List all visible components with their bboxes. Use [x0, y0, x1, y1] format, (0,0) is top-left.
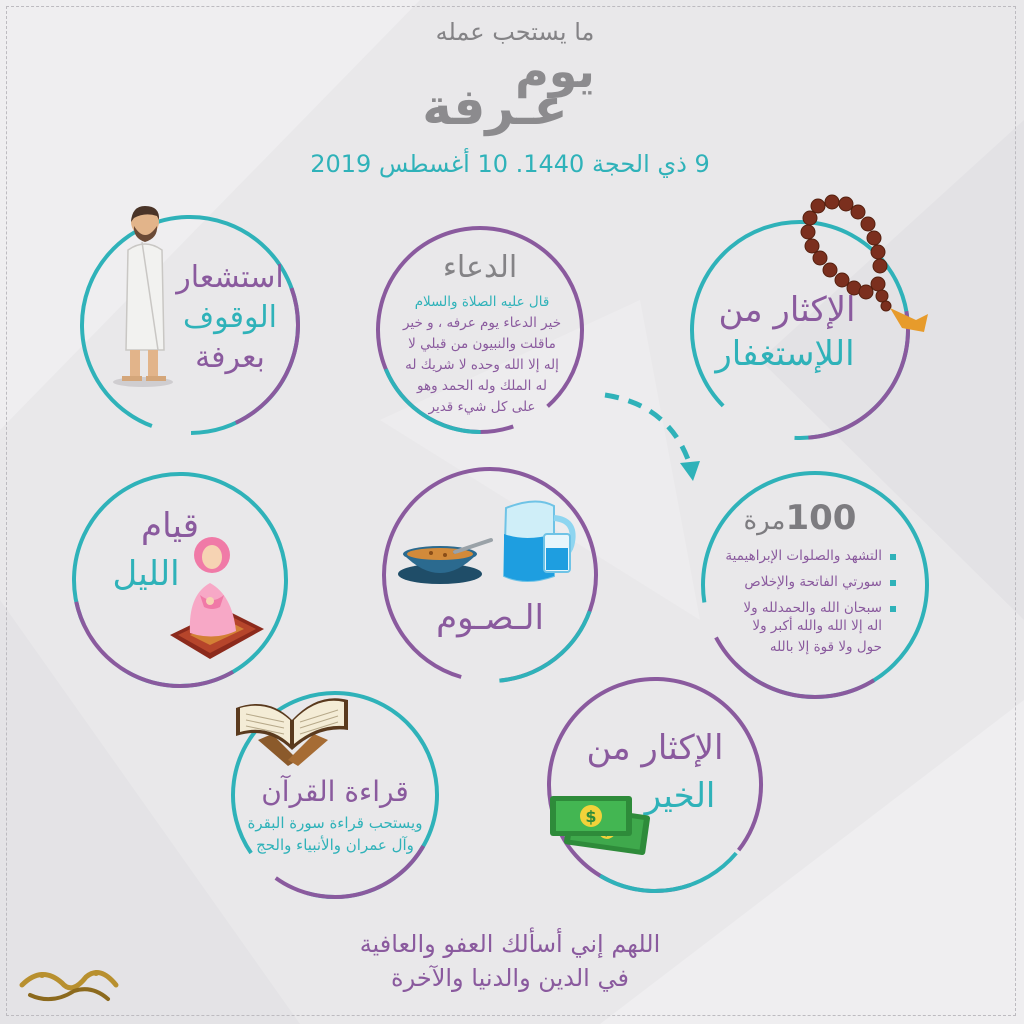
header-title-line2: عـرفة — [422, 78, 568, 136]
khair-line2: الخير — [644, 776, 716, 816]
quran-stand-icon — [228, 680, 358, 770]
wuquf-line2: الوقوف — [183, 300, 277, 335]
footer-line2: في الدين والدنيا والآخرة — [391, 964, 629, 992]
istighfar-line2: اللإستغفار — [715, 334, 855, 374]
hundred-cont-line: اله إلا الله والله أكبر ولا — [752, 618, 882, 634]
dua-line: ماقلت والنبيون من قبلي لا — [408, 336, 556, 352]
logo-icon — [12, 955, 132, 1010]
dua-body — [372, 292, 592, 418]
hundred-item: سبحان الله والحمدلله ولا — [700, 598, 896, 619]
quran-line1: ويستحب قراءة سورة البقرة — [247, 814, 423, 832]
money-icon — [548, 790, 653, 860]
khair-line1: الإكثار من — [586, 728, 724, 768]
soup-bowl-icon — [395, 532, 495, 587]
hundred-heading — [730, 498, 870, 538]
praying-girl-icon — [160, 535, 270, 665]
dua-title: الدعاء — [442, 250, 518, 285]
dua-line: على كل شيء قدير — [428, 399, 536, 415]
hundred-number: 100 — [785, 498, 857, 538]
hundred-continuation — [700, 616, 882, 658]
quran-line2: وآل عمران والأنبياء والحج — [256, 836, 414, 854]
wuquf-line1: استشعار — [176, 260, 284, 295]
istighfar-line1: الإكثار من — [718, 290, 856, 330]
qiyam-line2: الليل — [112, 554, 180, 594]
sawm-title: الـصـوم — [436, 598, 544, 638]
hundred-item: سورتي الفاتحة والإخلاص — [700, 572, 896, 593]
footer-line1: اللهم إني أسألك العفو والعافية — [359, 930, 661, 958]
dua-line: قال عليه الصلاة والسلام — [414, 294, 550, 310]
header-subtitle: ما يستحب عمله — [435, 18, 595, 46]
svg-text:$: $ — [585, 807, 597, 826]
quran-title: قراءة القرآن — [261, 775, 409, 808]
header-title-line1: يوم — [515, 44, 595, 98]
hundred-list — [700, 546, 896, 619]
dashed-arrow-icon — [600, 385, 710, 485]
water-jug-icon — [496, 490, 586, 590]
dua-line: إله إلا الله وحده لا شريك له — [405, 357, 559, 373]
qiyam-line1: قيام — [141, 506, 199, 546]
hundred-item: التشهد والصلوات الإبراهيمية — [700, 546, 896, 567]
dua-line: له الملك وله الحمد وهو — [417, 378, 547, 394]
hundred-unit: مرة — [743, 506, 786, 536]
dua-line: خير الدعاء يوم عرفه ، و خير — [402, 315, 562, 331]
hundred-cont-line: حول ولا قوة إلا بالله — [769, 639, 882, 655]
wuquf-line3: بعرفة — [195, 340, 265, 375]
header-date: 9 ذي الحجة 1440. 10 أغسطس 2019 — [310, 150, 710, 178]
